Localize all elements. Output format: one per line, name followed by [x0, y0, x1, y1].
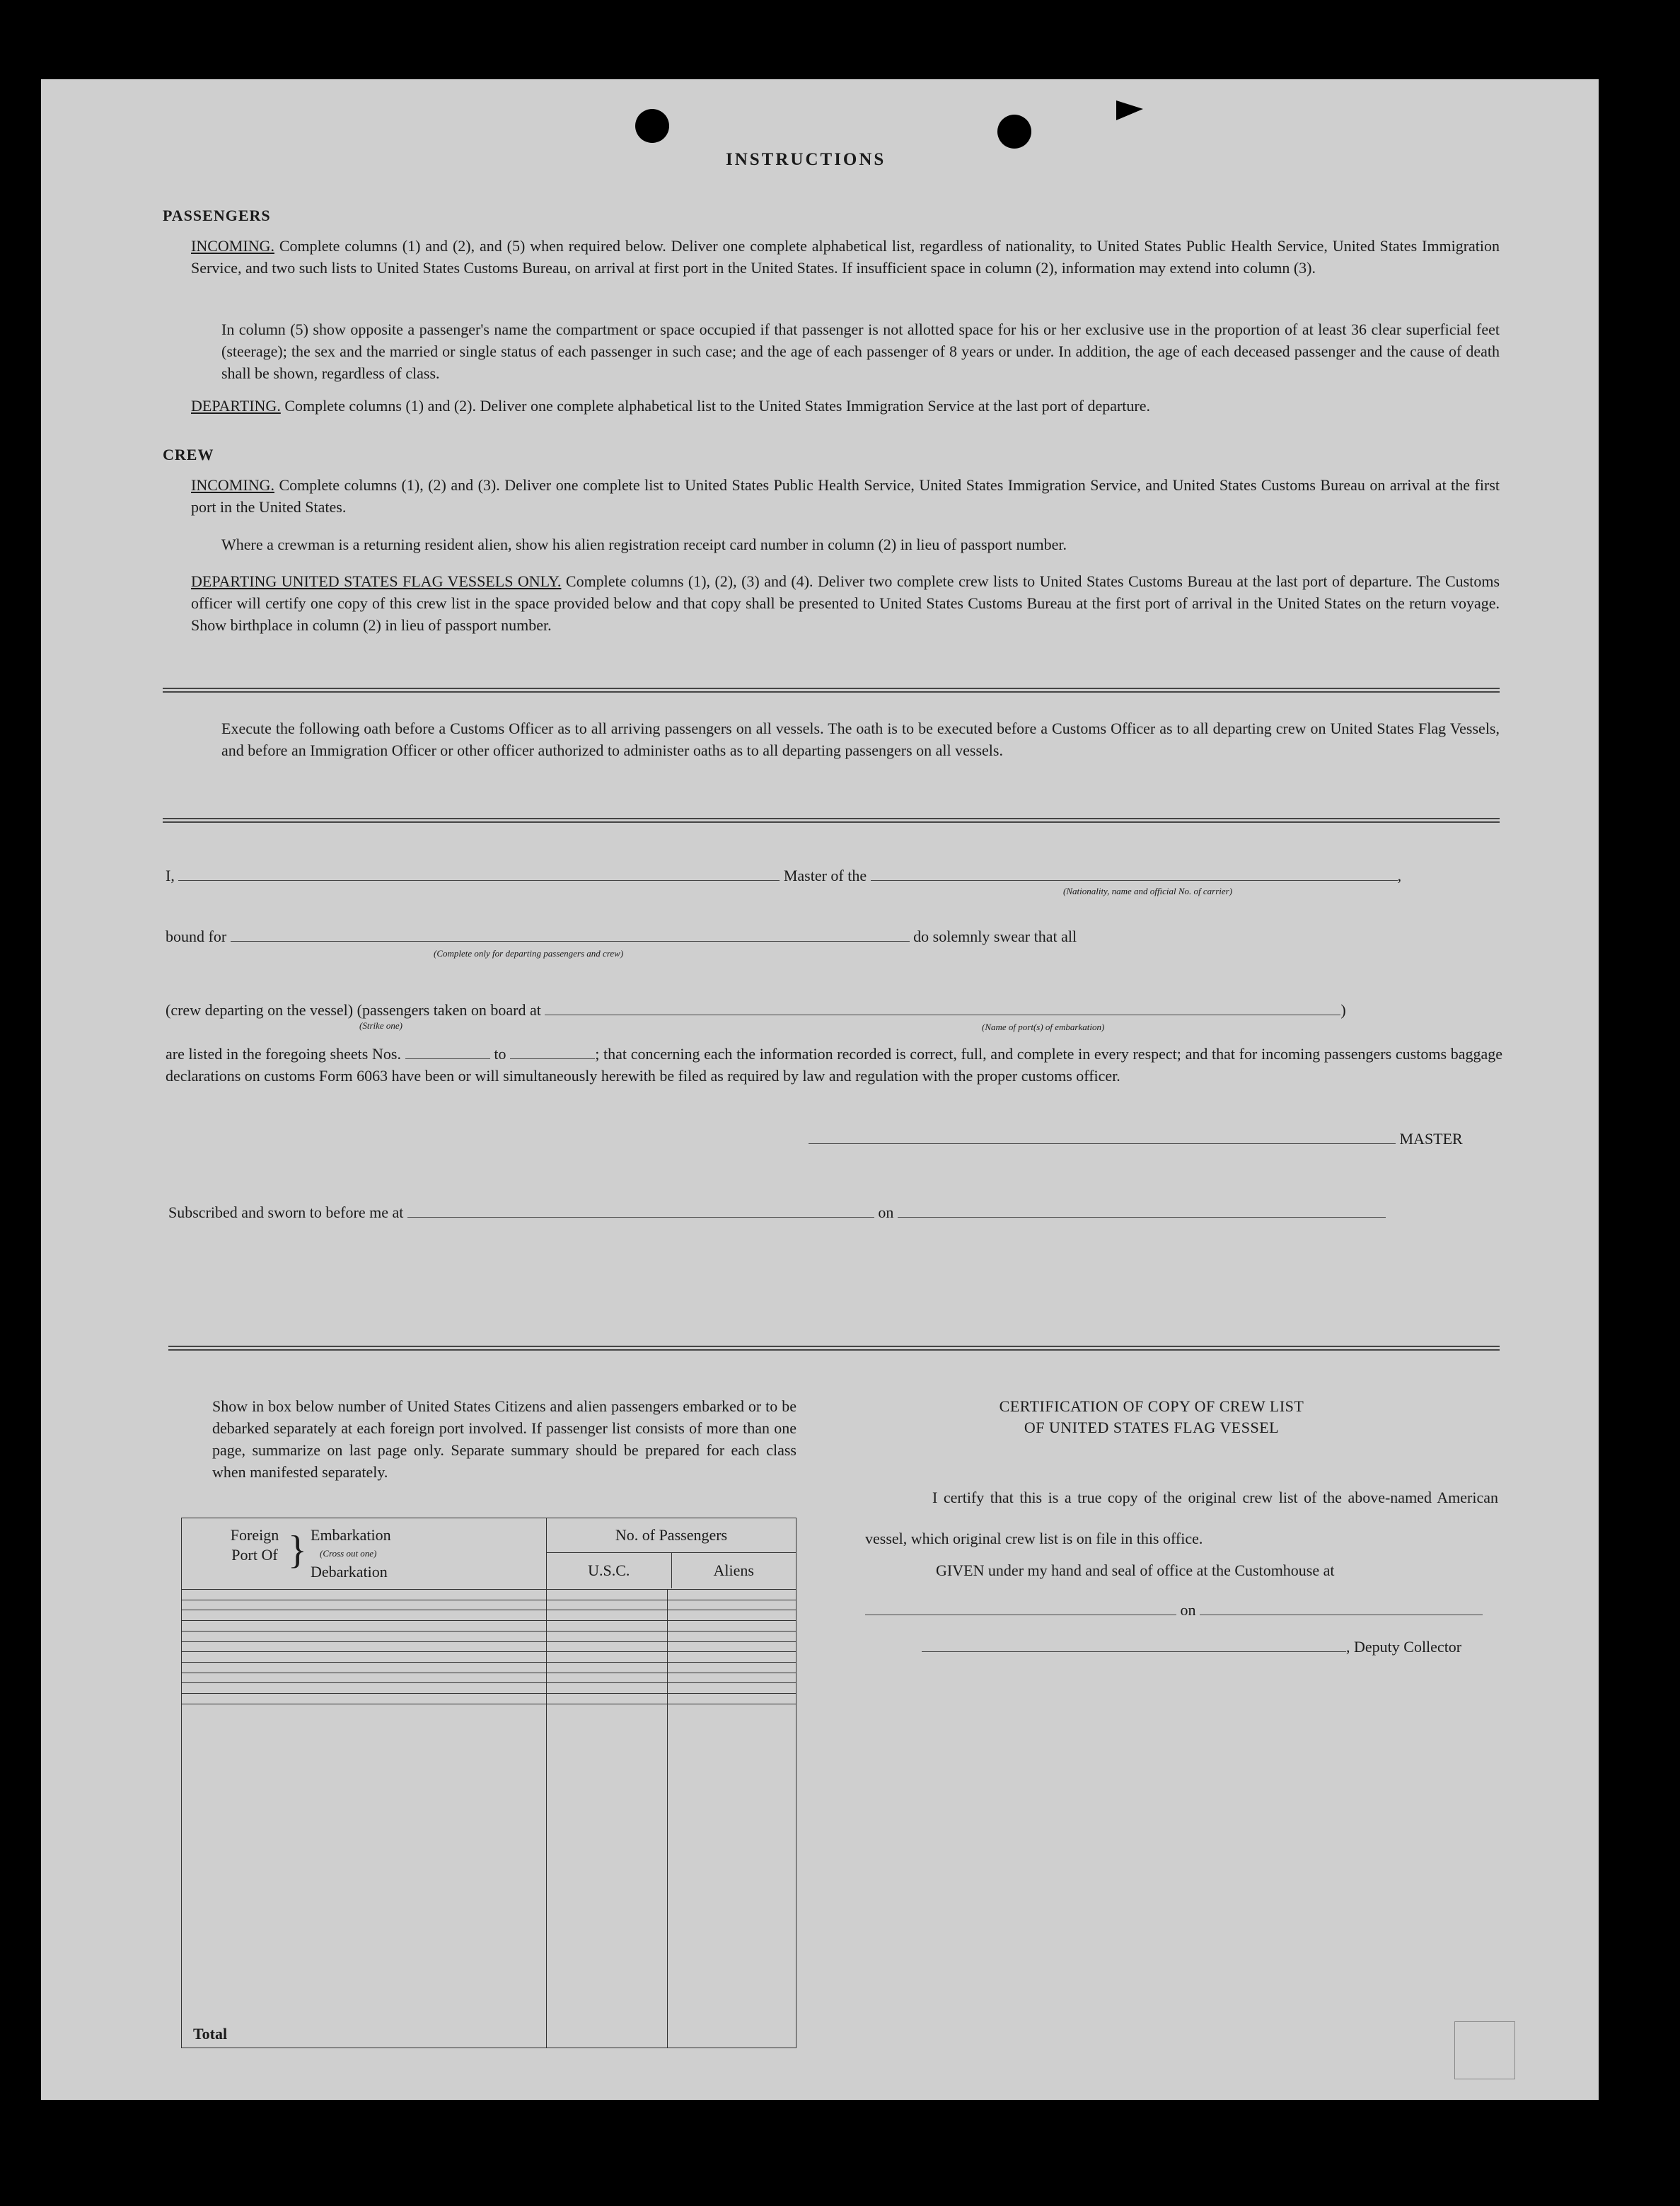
foreign-port-label: Foreign Port Of — [230, 1526, 279, 1564]
master-signature-field[interactable] — [809, 1131, 1396, 1144]
summary-usc-cell[interactable] — [547, 1600, 668, 1610]
embarkation-ports-field[interactable] — [545, 1002, 1340, 1015]
master-signature-line — [809, 1128, 1505, 1150]
certification-title-1: CERTIFICATION OF COPY OF CREW LIST — [999, 1397, 1304, 1415]
cross-out-caption: (Cross out one) — [320, 1548, 377, 1559]
passengers-header-cell — [547, 1518, 796, 1590]
carrier-caption: (Nationality, name and official No. of carrier) — [1063, 886, 1233, 896]
oath-master-line: I, Master of the , — [166, 867, 1402, 884]
deputy-collector-label: , Deputy Collector — [1346, 1638, 1462, 1656]
bound-for-field[interactable] — [231, 928, 910, 942]
crew-heading: CREW — [163, 446, 214, 463]
passengers-departing-label: DEPARTING. — [191, 397, 281, 415]
customhouse-field[interactable] — [865, 1602, 1176, 1615]
summary-port-cell[interactable] — [182, 1610, 547, 1621]
subscribed-label: Subscribed and sworn to before me at — [168, 1203, 404, 1221]
oath-listed-paragraph — [166, 1043, 1502, 1087]
bound-caption: (Complete only for departing passengers and crew) — [434, 948, 624, 959]
page-title: INSTRUCTIONS — [726, 150, 886, 169]
no-of-passengers-label: No. of Passengers — [547, 1518, 796, 1553]
document-sheet — [41, 79, 1599, 2100]
master-name-field[interactable] — [178, 867, 780, 881]
summary-port-cell[interactable] — [182, 1663, 547, 1673]
certification-title-2: OF UNITED STATES FLAG VESSEL — [1024, 1419, 1280, 1436]
summary-aliens-cell[interactable] — [668, 1631, 796, 1641]
summary-aliens-cell[interactable] — [668, 1641, 796, 1652]
master-of-label: Master of the — [783, 867, 867, 884]
brace-icon: } — [288, 1528, 307, 1572]
section-divider — [163, 818, 1500, 823]
summary-aliens-cell[interactable] — [668, 1600, 796, 1610]
summary-usc-cell[interactable] — [547, 1631, 668, 1641]
port-header-cell — [182, 1518, 547, 1590]
listed-a-text: are listed in the foregoing sheets Nos. — [166, 1045, 401, 1063]
subscribed-on-label: on — [878, 1203, 894, 1221]
ports-caption: (Name of port(s) of embarkation) — [982, 1022, 1105, 1032]
crew-departing-label: DEPARTING UNITED STATES FLAG VESSELS ONLY. — [191, 572, 562, 590]
summary-usc-cell[interactable] — [547, 1621, 668, 1632]
debarkation-label: Debarkation — [311, 1563, 388, 1581]
crew-departing-text: Complete columns (1), (2), (3) and (4). Deliver two complete crew lists to United States Customs Bureau at the last port of departure. The Customs officer will certify one copy of this crew list in the space provided below and that copy shall be presented to United States Customs Bureau at the first port of arrival in the United States on the return voyage. Show birthplace in column (2) in lieu of passport number. — [191, 572, 1500, 634]
paper-tear-mark — [1116, 100, 1143, 120]
listed-b-text: ; that concerning each the information recorded is correct, full, and complete in every respect; and that for incoming passengers customs baggage declarations on customs Form 6063 have been or will simultaneously herewith be filed as required by law and regulation with the proper customs officer. — [166, 1045, 1503, 1085]
deputy-signature-field[interactable] — [922, 1639, 1346, 1652]
usc-label: U.S.C. — [547, 1553, 672, 1588]
summary-row — [182, 1663, 796, 1673]
oath-bound-line — [166, 925, 1502, 947]
section-divider — [168, 1346, 1500, 1351]
crew-departing — [191, 570, 1500, 636]
certification-given: GIVEN under my hand and seal of office at the Customhouse at — [936, 1561, 1335, 1579]
total-usc-cell[interactable] — [547, 1704, 668, 2048]
summary-port-cell[interactable] — [182, 1641, 547, 1652]
summary-usc-cell[interactable] — [547, 1590, 668, 1600]
summary-port-cell[interactable] — [182, 1600, 547, 1610]
listed-to-text: to — [494, 1045, 506, 1063]
summary-row — [182, 1621, 796, 1632]
passengers-departing — [191, 395, 1500, 417]
summary-aliens-cell[interactable] — [668, 1663, 796, 1673]
summary-aliens-cell[interactable] — [668, 1610, 796, 1621]
bound-for-label: bound for — [166, 928, 227, 945]
punch-hole — [997, 115, 1031, 149]
crew-incoming-text: Complete columns (1), (2) and (3). Deliver one complete list to United States Public Health Service, United States Immigration Service, and United States Customs Bureau on arrival at the first port in the United States. — [191, 476, 1500, 516]
oath-i-label: I, — [166, 867, 175, 884]
deputy-line — [922, 1636, 1509, 1658]
certification-date-line — [865, 1599, 1502, 1621]
summary-usc-cell[interactable] — [547, 1610, 668, 1621]
summary-usc-cell[interactable] — [547, 1663, 668, 1673]
summary-aliens-cell[interactable] — [668, 1673, 796, 1683]
summary-row — [182, 1673, 796, 1683]
oath-crew-line: (crew departing on the vessel) (passengers taken on board at ) — [166, 1001, 1346, 1019]
summary-aliens-cell[interactable] — [668, 1621, 796, 1632]
crew-departing-label-oath: (crew departing on the vessel) (passengers taken on board at — [166, 1001, 541, 1019]
total-label: Total — [182, 1704, 547, 2048]
summary-usc-cell[interactable] — [547, 1683, 668, 1694]
subscribed-place-field[interactable] — [407, 1204, 874, 1218]
summary-aliens-cell[interactable] — [668, 1683, 796, 1694]
certification-date-field[interactable] — [1200, 1602, 1483, 1615]
summary-row — [182, 1683, 796, 1694]
certification-on-label: on — [1180, 1601, 1196, 1619]
summary-total-row — [182, 1704, 796, 2048]
summary-port-cell[interactable] — [182, 1631, 547, 1641]
summary-port-cell[interactable] — [182, 1694, 547, 1704]
section-divider — [163, 688, 1500, 693]
subscribed-date-field[interactable] — [898, 1204, 1386, 1218]
passengers-incoming-text: Complete columns (1) and (2), and (5) when required below. Deliver one complete alphabetical list, regardless of nationality, to United States Public Health Service, United States Immigration Service, and two such lists to United States Customs Bureau, on arrival at first port in the United States. If insufficient space in column (2), information may extend into column (3). — [191, 237, 1500, 277]
punch-hole — [635, 109, 669, 143]
carrier-field[interactable] — [871, 867, 1398, 881]
passenger-summary-table — [181, 1518, 796, 2048]
summary-row — [182, 1590, 796, 1600]
passengers-departing-text: Complete columns (1) and (2). Deliver one complete alphabetical list to the United States Immigration Service at the last port of departure. — [284, 397, 1151, 415]
crew-incoming — [191, 474, 1500, 518]
aliens-label: Aliens — [713, 1561, 754, 1579]
passengers-column5-text: In column (5) show opposite a passenger's name the compartment or space occupied if that passenger is not allotted space for his or her exclusive use in the proportion of at least 36 clear superficial feet (steerage); the sex and the married or single status of each passenger in such case; and the age of each passenger of 8 years or under. In addition, the age of each deceased passenger and the cause of death shall be shown, regardless of class. — [221, 320, 1500, 382]
total-aliens-cell[interactable] — [668, 1704, 796, 2048]
summary-aliens-cell[interactable] — [668, 1652, 796, 1663]
summary-port-cell[interactable] — [182, 1683, 547, 1694]
sheet-to-field[interactable] — [510, 1046, 595, 1059]
corner-box — [1454, 2021, 1515, 2079]
summary-port-cell[interactable] — [182, 1673, 547, 1683]
summary-row — [182, 1641, 796, 1652]
sheet-from-field[interactable] — [405, 1046, 490, 1059]
crew-alien-text: Where a crewman is a returning resident alien, show his alien registration receipt card number in column (2) in lieu of passport number. — [221, 536, 1067, 553]
certification-text: I certify that this is a true copy of the original crew list of the above-named American vessel, which original crew list is on file in this office. — [865, 1489, 1498, 1547]
subscribed-line — [168, 1201, 1505, 1223]
summary-row — [182, 1610, 796, 1621]
passengers-incoming — [191, 235, 1500, 279]
embarkation-label: Embarkation — [311, 1526, 391, 1544]
summary-row — [182, 1652, 796, 1663]
oath-intro: Execute the following oath before a Customs Officer as to all arriving passengers on all vessels. The oath is to be executed before a Customs Officer as to all departing crew on United States Flag Vessels, and before an Immigration Officer or other officer authorized to administer oaths as to all departing passengers on all vessels. — [221, 720, 1500, 759]
summary-port-cell[interactable] — [182, 1621, 547, 1632]
summary-instructions: Show in box below number of United States Citizens and alien passengers embarked or to be debarked separately at each foreign port involved. If passenger list consists of more than one page, summarize on last page only. Separate summary should be prepared for each class when manifested separately. — [212, 1397, 796, 1481]
swear-label: do solemnly swear that all — [913, 928, 1077, 945]
passengers-heading: PASSENGERS — [163, 207, 271, 224]
crew-incoming-label: INCOMING. — [191, 476, 274, 494]
master-label: MASTER — [1399, 1130, 1463, 1148]
summary-port-cell[interactable] — [182, 1590, 547, 1600]
summary-port-cell[interactable] — [182, 1652, 547, 1663]
summary-usc-cell[interactable] — [547, 1652, 668, 1663]
summary-usc-cell[interactable] — [547, 1641, 668, 1652]
summary-row — [182, 1600, 796, 1610]
strike-one-caption: (Strike one) — [359, 1020, 403, 1031]
summary-aliens-cell[interactable] — [668, 1590, 796, 1600]
passengers-incoming-label: INCOMING. — [191, 237, 274, 255]
summary-aliens-cell[interactable] — [668, 1694, 796, 1704]
summary-row — [182, 1694, 796, 1704]
summary-usc-cell[interactable] — [547, 1673, 668, 1683]
summary-row — [182, 1631, 796, 1641]
summary-usc-cell[interactable] — [547, 1694, 668, 1704]
